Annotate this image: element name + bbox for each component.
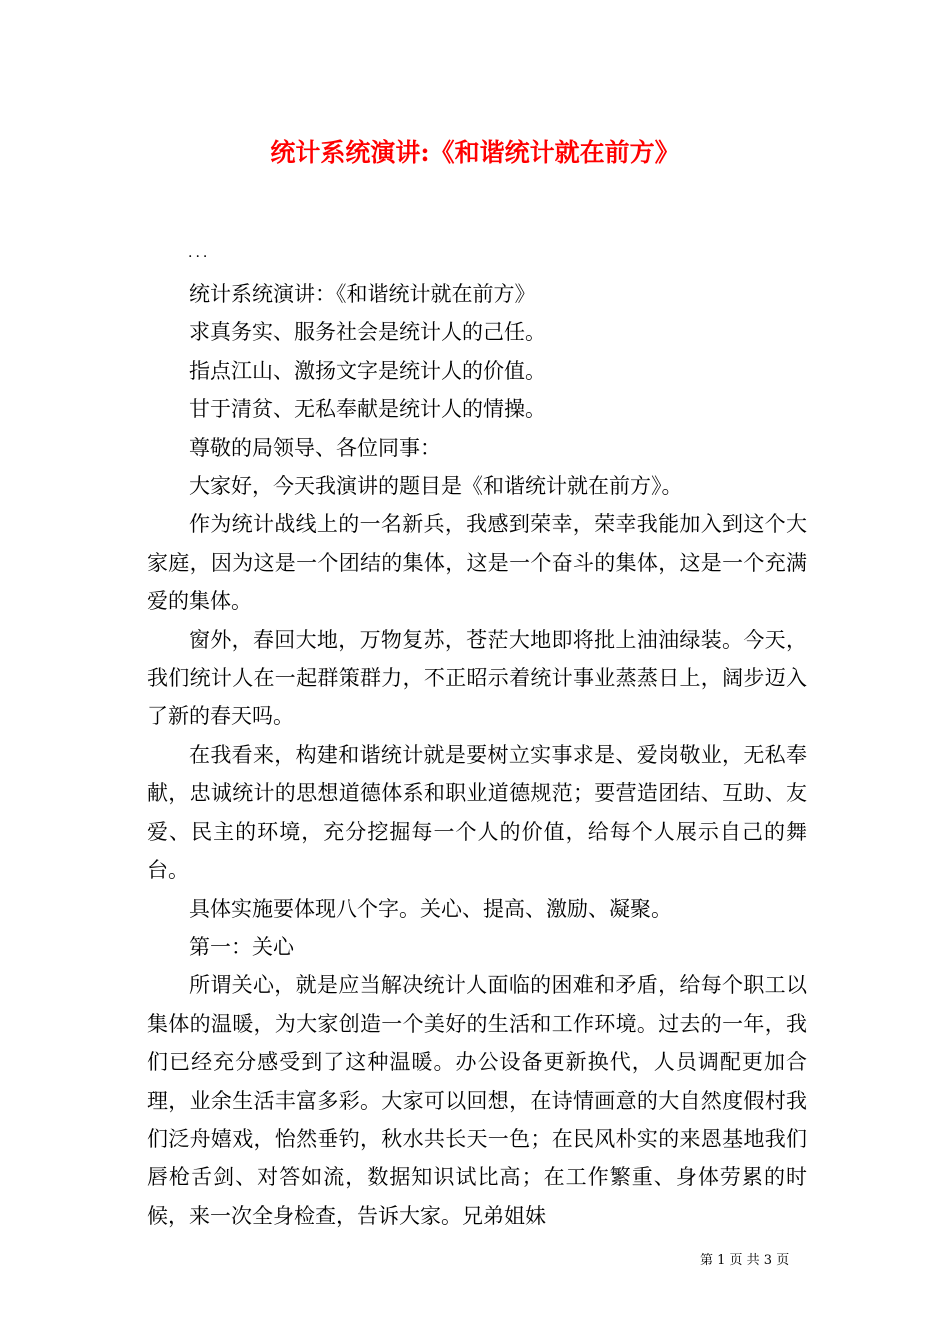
paragraph: 作为统计战线上的一名新兵，我感到荣幸，荣幸我能加入到这个大家庭，因为这是一个团结的集体，这是一个奋斗的集体，这是一个充满爱的集体。 [147,512,807,614]
paragraph: 大家好，今天我演讲的题目是《和谐统计就在前方》。 [189,474,683,499]
document-body [147,275,807,1235]
paragraph: 甘于清贫、无私奉献是统计人的情操。 [189,397,546,422]
paragraph: 在我看来，构建和谐统计就是要树立实事求是、爱岗敬业，无私奉献，忠诚统计的思想道德体系和职业道德规范；要营造团结、互助、友爱、民主的环境，充分挖掘每一个人的价值，给每个人展示自己的舞台。 [147,742,807,883]
paragraph: 求真务实、服务社会是统计人的己任。 [189,320,546,345]
paragraph: 统计系统演讲：《和谐统计就在前方》 [189,282,536,306]
paragraph: 具体实施要体现八个字。关心、提高、激励、凝聚。 [189,896,672,921]
paragraph: 第一：关心 [189,934,294,959]
paragraph: 指点江山、激扬文字是统计人的价值。 [189,358,546,383]
ellipsis-marker: ... [188,245,211,261]
page-title: 统计系统演讲:《和谐统计就在前方》 [270,138,680,167]
paragraph: 窗外，春回大地，万物复苏，苍茫大地即将批上油油绿装。今天，我们统计人在一起群策群力，不正昭示着统计事业蒸蒸日上，阔步迈入了新的春天吗。 [147,627,807,729]
paragraph: 尊敬的局领导、各位同事： [189,435,441,460]
paragraph: 所谓关心，就是应当解决统计人面临的困难和矛盾，给每个职工以集体的温暖，为大家创造一个美好的生活和工作环境。过去的一年，我们已经充分感受到了这种温暖。办公设备更新换代，人员调配更加合理，业余生活丰富多彩。大家可以回想，在诗情画意的大自然度假村我们泛舟嬉戏，怡然垂钓，秋水共长天一色；在民风朴实的来恩基地我们唇枪舌剑、对答如流，数据知识试比高；在工作繁重、身体劳累的时候，来一次全身检查，告诉大家。兄弟姐妹 [147,973,807,1228]
page-number: 第 1 页 共 3 页 [700,1253,790,1268]
